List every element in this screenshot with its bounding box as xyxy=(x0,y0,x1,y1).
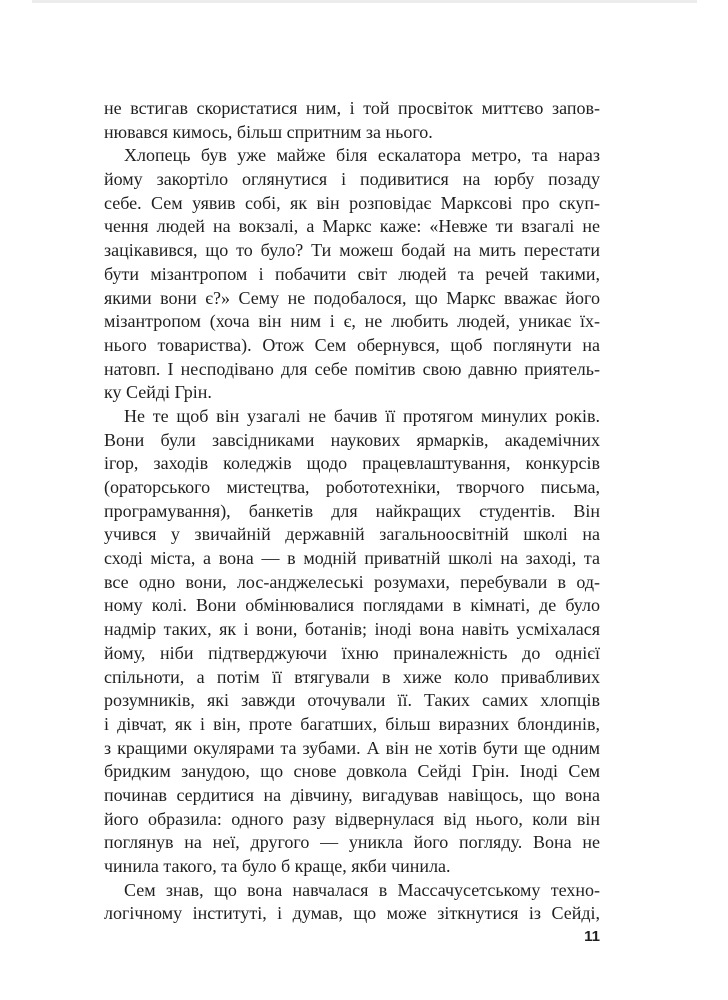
text-line: бути мізантропом і побачити світ людей та речей такими, xyxy=(104,263,600,284)
text-line: якими вони є?» Сему не подобалося, що Маркс вважає його xyxy=(104,287,600,308)
scan-edge xyxy=(32,0,697,3)
text-line: Не те щоб він узагалі не бачив її протягом минулих років. xyxy=(124,405,600,426)
text-line: йому, ніби підтверджуючи їхню приналежність до однієї xyxy=(104,642,600,663)
text-line: з кращими окулярами та зубами. А він не хотів бути ще одним xyxy=(104,737,600,758)
text-line: не встигав скористатися ним, і той просвіток миттєво запов- xyxy=(104,98,600,118)
text-line: ку Сейді Грін. xyxy=(104,382,212,403)
text-line: надмір таких, як і вони, ботанів; іноді вона навіть усміхалася xyxy=(104,619,600,640)
text-line: починав сердитися на дівчину, вигадував навіщось, що вона xyxy=(104,784,600,805)
text-line: чинила такого, та було б краще, якби чинила. xyxy=(104,856,451,876)
text-line: програмування), банкетів для найкращих студентів. Він xyxy=(104,500,600,521)
text-line: (ораторського мистецтва, робототехніки, творчого письма, xyxy=(104,477,600,497)
text-line: все одно вони, лос-анджелеські розумахи, перебували в од- xyxy=(104,571,600,592)
text-line: сході міста, а вона — в модній приватній школі на заході, та xyxy=(104,548,600,569)
text-line: йому закортіло оглянутися і подивитися на юрбу позаду xyxy=(104,169,600,190)
text-line: учився у звичайній державній загальноосвітній школі на xyxy=(104,524,600,545)
text-line: мізантропом (хоча він ним і є, не любить людей, уникає їх- xyxy=(104,311,600,332)
text-line: чення людей на вокзалі, а Маркс каже: «Невже ти взагалі не xyxy=(104,216,600,237)
text-line: натовп. І несподівано для себе помітив свою давню приятель- xyxy=(104,358,600,379)
text-line: зацікавився, що то було? Ти можеш бодай на мить перестати xyxy=(104,240,600,261)
text-line: нього товариства). Отож Сем обернувся, щоб поглянути на xyxy=(104,334,600,355)
text-line: ному колі. Вони обмінювалися поглядами в кімнаті, де було xyxy=(104,595,600,616)
text-line: ігор, заходів коледжів щодо працевлаштування, конкурсів xyxy=(104,453,600,474)
text-line: розумників, які завжди оточували її. Таких самих хлопців xyxy=(104,690,600,711)
text-line: поглянув на неї, другого — уникла його погляду. Вона не xyxy=(104,832,600,853)
body-text xyxy=(104,97,600,926)
text-line: спільноти, а потім її втягували в хиже коло привабливих xyxy=(104,666,600,687)
text-line: його образила: одного разу відвернулася від нього, коли він xyxy=(104,808,600,829)
page-number: 11 xyxy=(584,928,600,945)
text-line: бридким занудою, що снове довкола Сейді Грін. Іноді Сем xyxy=(104,761,600,782)
text-line: нювався кимось, більш спритним за нього. xyxy=(104,121,433,142)
text-line: себе. Сем уявив собі, як він розповідає Марксові про скуп- xyxy=(104,192,600,213)
text-line: Сем знав, що вона навчалася в Массачусетському техно- xyxy=(124,879,600,900)
text-line: логічному інституті, і думав, що може зіткнутися із Сейді, xyxy=(104,903,600,924)
text-line: і дівчат, як і він, проте багатших, більш виразних блондинів, xyxy=(104,713,600,734)
text-line: Хлопець був уже майже біля ескалатора метро, та нараз xyxy=(124,145,600,166)
text-line: Вони були завсідниками наукових ярмарків, академічних xyxy=(104,429,600,450)
